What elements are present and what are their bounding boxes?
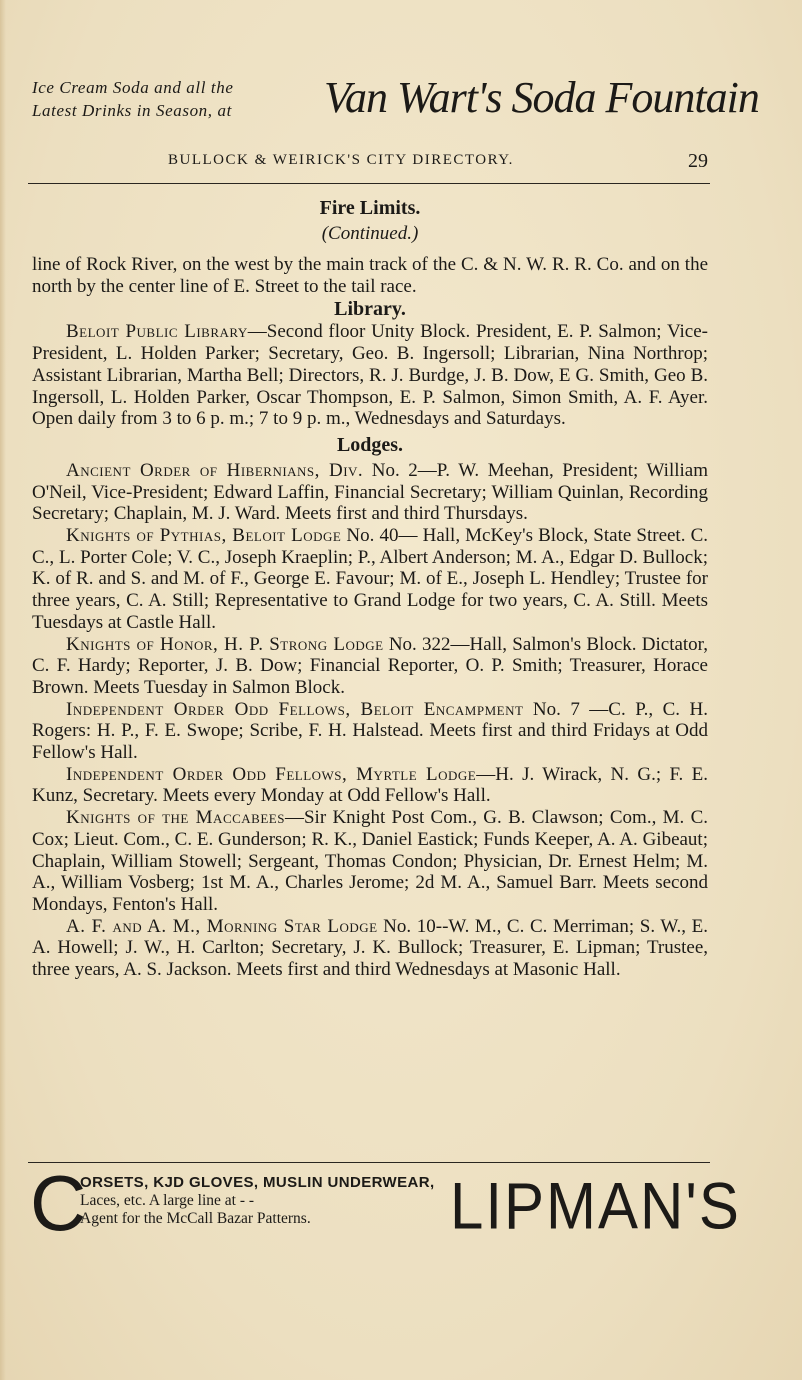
- bottom-ad-line-3: Agent for the McCall Bazar Patterns.: [80, 1210, 311, 1227]
- fire-limits-continued: (Continued.): [321, 223, 419, 244]
- bottom-ad-brand: LIPMAN'S: [450, 1168, 741, 1243]
- lodge-entry: [32, 764, 708, 807]
- entry-text: No. 2—P. W. Meehan, President; William O'Neil, Vice-President; Edward Laffin, Financial Secretary; William Quinlan, Recording Secretary; Chaplain, M. J. Ward. Meets first and third Thursdays.: [32, 459, 708, 525]
- page-number: 29: [688, 150, 708, 172]
- entry-text: No. 7 —C. P., C. H. Rogers: H. P., F. E. Swope; Scribe, F. H. Halstead. Meets first and third Fridays at Odd Fellow's Hall.: [32, 698, 708, 764]
- lodge-entry: [32, 807, 708, 916]
- entry-name: Knights of Honor, H. P. Strong Lodge: [66, 633, 384, 655]
- lodge-entry: [32, 460, 708, 525]
- page-body: [32, 196, 708, 981]
- entry-text: No. 40— Hall, McKey's Block, State Street. C. C., L. Porter Cole; V. C., Joseph Kraeplin; P., Albert Anderson; M. A., Edgar D. Bullock; K. of R. and S. and M. of F., George E. Favour; M. of E., Joseph L. Hendley; Trustee for three years, C. A. Still; Representative to Grand Lodge for two years, C. A. Still. Meets Tuesdays at Castle Hall.: [32, 525, 708, 633]
- top-advertisement: [32, 72, 759, 134]
- entry-text: No. 10--W. M., C. C. Merriman; S. W., E. A. Howell; J. W., H. Carlton; Secretary, J. K. Bullock; Treasurer, E. Lipman; Trustee, three years, A. S. Jackson. Meets first and third Wednesdays at Masonic Hall.: [32, 915, 709, 981]
- lodge-entry: [32, 699, 708, 764]
- top-ad-line-2: Latest Drinks in Season, at: [32, 101, 232, 120]
- footer-rule: [28, 1162, 710, 1163]
- top-ad-line-1: Ice Cream Soda and all the: [32, 78, 234, 97]
- entry-text: No. 322—Hall, Salmon's Block. Dictator, C. F. Hardy; Reporter, J. B. Dow; Financial Reporter, O. P. Smith; Treasurer, Horace Brown. Meets Tuesday in Salmon Block.: [32, 633, 708, 698]
- bottom-advertisement: [30, 1159, 741, 1302]
- entry-name: Knights of the Maccabees: [66, 807, 285, 829]
- entry-text: —Second floor Unity Block. President, E. P. Salmon; Vice-President, L. Holden Parker; Secretary, Geo. B. Ingersoll; Librarian, Nina Northrop; Assistant Librarian, Martha Bell; Directors, R. J. Burdge, J. B. Dow, E G. Smith, Geo B. Ingersoll, L. Holden Parker, Oscar Thompson, E. P. Salmon, Simon Smith, A. F. Ayer. Open daily from 3 to 6 p. m.; 7 to 9 p. m., Wednesdays and Saturdays.: [32, 321, 708, 430]
- entry-text: —Sir Knight Post Com., G. B. Clawson; Com., M. C. Cox; Lieut. Com., C. E. Gunderson; R. K., Daniel Eastick; Funds Keeper, A. A. Gibeaut; Chaplain, William Stowell; Sergeant, Thomas Condon; Physician, Dr. Ernest Helm; M. A., William Vosberg; 1st M. A., Charles Jerome; 2d M. A., Samuel Barr. Meets second Mondays, Fenton's Hall.: [32, 807, 708, 915]
- library-entry: [32, 321, 708, 430]
- bottom-ad-copy: [80, 1174, 480, 1228]
- fire-limits-text: line of Rock River, on the west by the main track of the C. & N. W. R. R. Co. and on the north by the center line of E. Street to the tail race.: [32, 254, 708, 297]
- bottom-ad-initial: C: [30, 1159, 87, 1247]
- bottom-ad-line-2: Laces, etc. A large line at - -: [80, 1192, 255, 1209]
- library-heading: Library.: [334, 298, 406, 321]
- entry-name: Independent Order Odd Fellows, Beloit Encampment: [66, 698, 524, 720]
- lodges-heading: Lodges.: [336, 433, 404, 456]
- header-rule: [28, 183, 710, 184]
- entry-name: Ancient Order of Hibernians, Div.: [66, 459, 364, 481]
- bottom-ad-line-1: ORSETS, KJD GLOVES, MUSLIN UNDERWEAR,: [80, 1174, 435, 1191]
- lodge-entry: [32, 525, 708, 634]
- entry-text: —H. J. Wirack, N. G.; F. E. Kunz, Secretary. Meets every Monday at Odd Fellow's Hall.: [32, 763, 708, 807]
- top-ad-tagline: [32, 76, 332, 122]
- running-head-title: BULLOCK & WEIRICK'S CITY DIRECTORY.: [168, 152, 514, 168]
- lodge-entry: [32, 916, 708, 981]
- entry-name: Beloit Public Library: [66, 321, 248, 343]
- fire-limits-heading: Fire Limits.: [319, 197, 421, 219]
- entry-name: Knights of Pythias, Beloit Lodge: [66, 525, 342, 547]
- running-head: [28, 152, 708, 176]
- entry-name: Independent Order Odd Fellows, Myrtle Lodge: [66, 763, 477, 785]
- page-edge-shadow: [0, 0, 6, 1380]
- lodge-entry: [32, 634, 708, 699]
- entry-name: A. F. and A. M., Morning Star Lodge: [66, 915, 378, 937]
- top-ad-business-name: Van Wart's Soda Fountain: [324, 73, 759, 122]
